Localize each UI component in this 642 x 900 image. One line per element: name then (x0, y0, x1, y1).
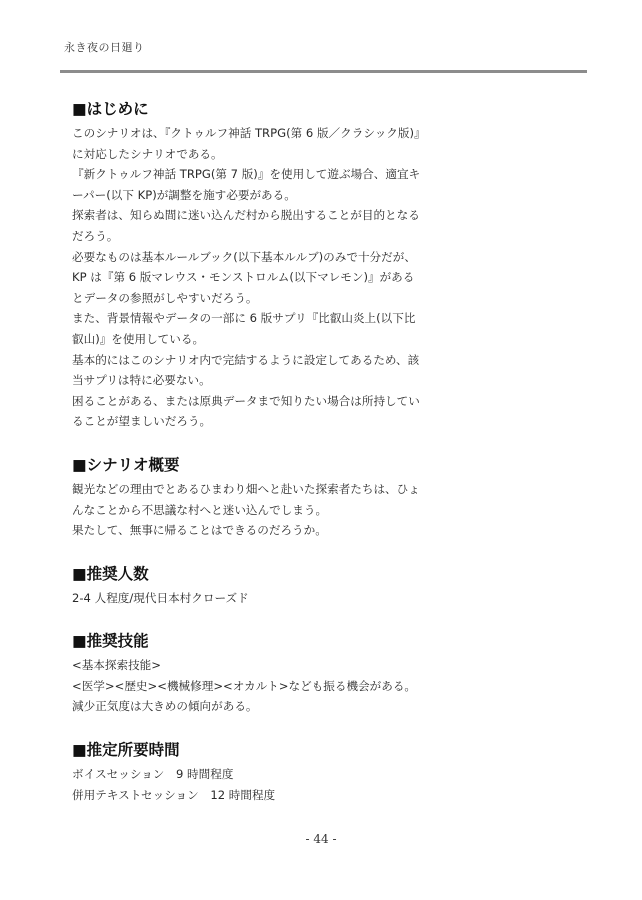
section-heading: ■推奨人数 (72, 564, 149, 583)
paragraph-line: 2-4 人程度/現代日本村クローズド (72, 590, 249, 605)
paragraph-line: 叡山)』を使用している。 (72, 331, 205, 346)
paragraph-line: 必要なものは基本ルールブック(以下基本ルルブ)のみで十分だが、 (72, 249, 416, 264)
paragraph-line: また、背景情報やデータの一部に 6 版サプリ『比叡山炎上(以下比 (72, 311, 416, 326)
paragraph-line: んなことから不思議な村へと迷い込んでしまう。 (72, 502, 328, 517)
section-recommended-players (72, 561, 562, 609)
page-body (72, 96, 562, 825)
running-header: 永き夜の日廻り (64, 41, 145, 54)
paragraph-line: 併用テキストセッション 12 時間程度 (72, 787, 276, 802)
paragraph-line: だろう。 (72, 228, 119, 243)
section-recommended-skills (72, 628, 562, 717)
section-heading: ■シナリオ概要 (72, 455, 180, 474)
paragraph-line: ーパー(以下 KP)が調整を施す必要がある。 (72, 187, 296, 202)
paragraph-line: 基本的にはこのシナリオ内で完結するように設定してあるため、該 (72, 352, 420, 367)
paragraph-line: 探索者は、知らぬ間に迷い込んだ村から脱出することが目的となる (72, 208, 420, 223)
section-introduction (72, 96, 562, 432)
paragraph-line: KP は『第 6 版マレウス・モンストロルム(以下マレモン)』がある (72, 270, 415, 285)
header-rule (60, 70, 587, 73)
paragraph-line: <医学><歴史><機械修理><オカルト>なども振る機会がある。 (72, 678, 417, 693)
paragraph-line: <基本探索技能> (72, 658, 161, 673)
section-heading: ■はじめに (72, 100, 149, 118)
section-heading: ■推定所要時間 (72, 741, 180, 760)
paragraph-line: 『新クトゥルフ神話 TRPG(第 7 版)』を使用して遊ぶ場合、適宜キ (72, 167, 421, 182)
paragraph-line: 観光などの理由でとあるひまわり畑へと赴いた探索者たちは、ひょ (72, 481, 420, 496)
paragraph-line: ることが望ましいだろう。 (72, 414, 212, 429)
section-scenario-overview (72, 452, 562, 541)
paragraph-line: 当サプリは特に必要ない。 (72, 373, 211, 388)
paragraph-line: に対応したシナリオである。 (72, 146, 223, 161)
paragraph-line: とデータの参照がしやすいだろう。 (72, 290, 258, 305)
paragraph-line: 減少正気度は大きめの傾向がある。 (72, 699, 258, 714)
paragraph-line: 果たして、無事に帰ることはできるのだろうか。 (72, 523, 327, 538)
paragraph-line: 困ることがある、または原典データまで知りたい場合は所持してい (72, 393, 420, 408)
section-estimated-play-time (72, 737, 562, 805)
paragraph-line: このシナリオは、『クトゥルフ神話 TRPG(第 6 版／クラシック版)』 (72, 126, 426, 140)
section-heading: ■推奨技能 (72, 632, 149, 651)
paragraph-line: ボイスセッション 9 時間程度 (72, 767, 234, 782)
page-number: - 44 - (305, 832, 337, 846)
